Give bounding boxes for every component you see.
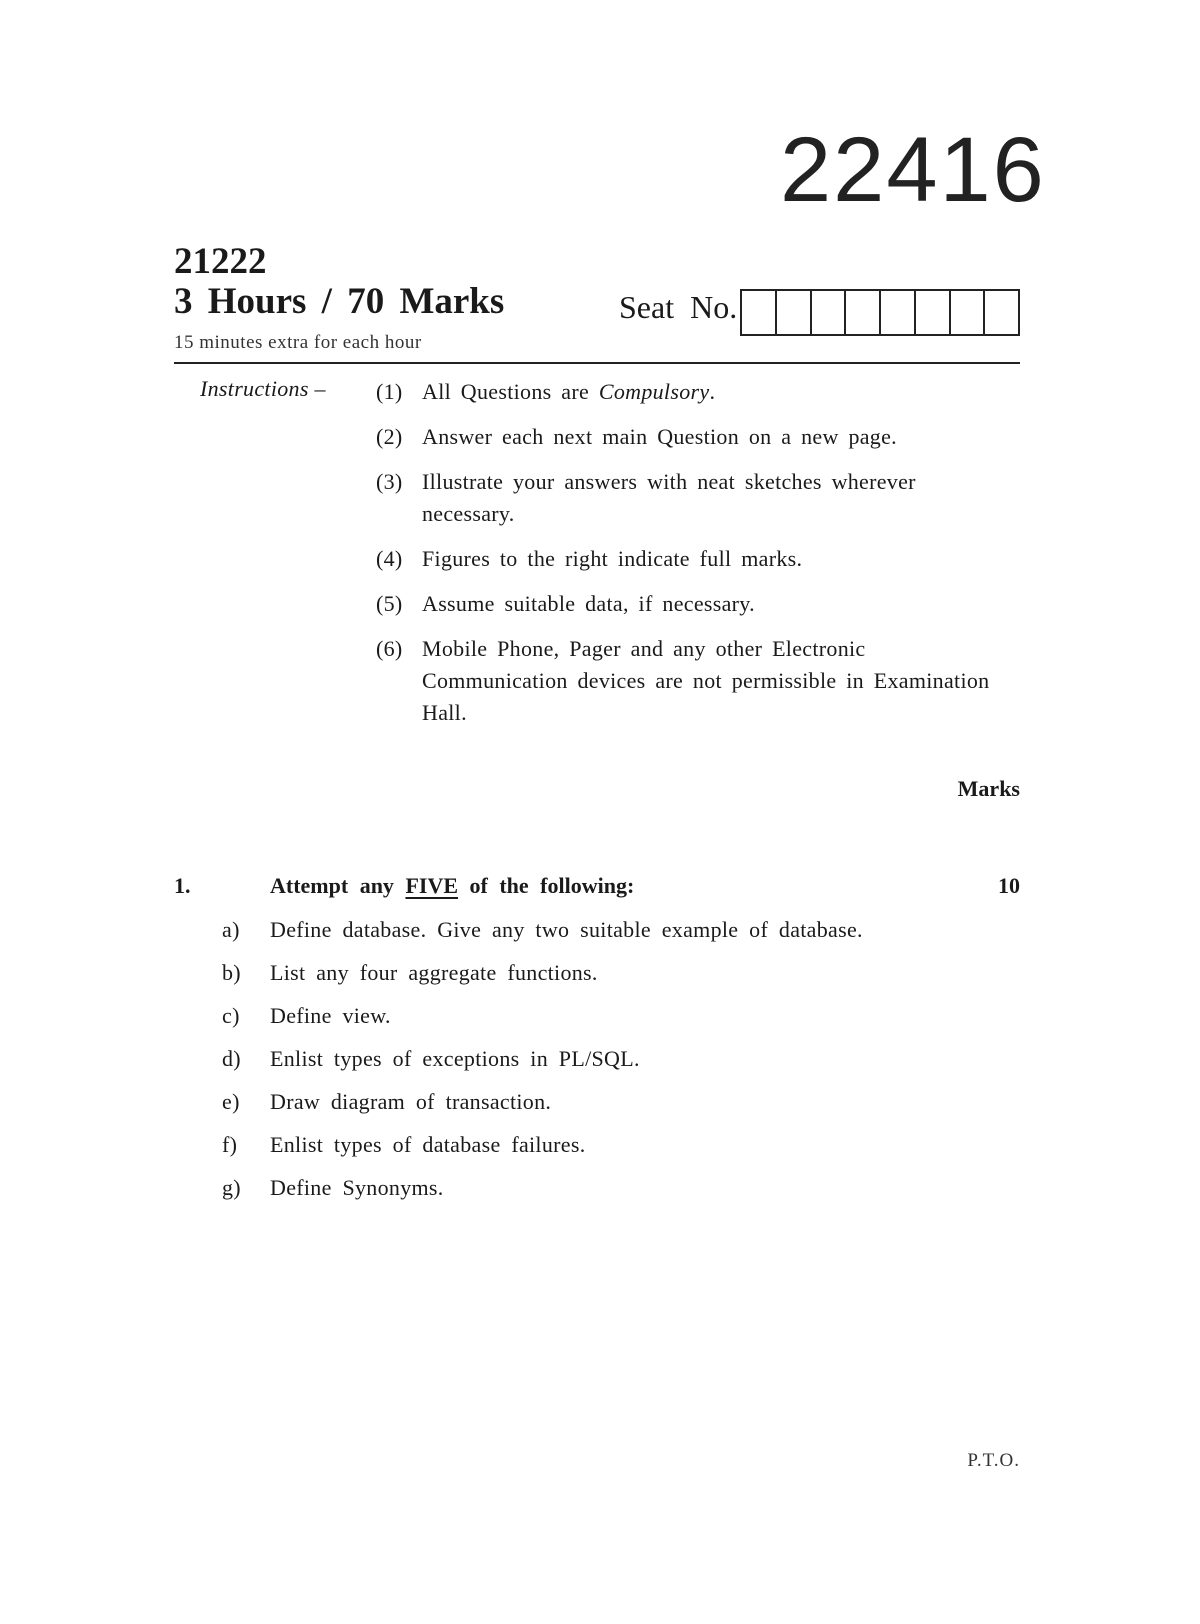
header-divider — [174, 362, 1020, 364]
question-marks: 10 — [998, 873, 1020, 898]
extra-time-note: 15 minutes extra for each hour — [174, 332, 422, 353]
seat-digit-box[interactable] — [777, 291, 812, 334]
instruction-number: (4) — [376, 546, 403, 571]
sub-question-text: Define view. — [270, 1003, 391, 1028]
seat-digit-box[interactable] — [951, 291, 986, 334]
duration-marks: 3 Hours / 70 Marks — [174, 281, 505, 322]
please-turn-over: P.T.O. — [967, 1450, 1020, 1471]
sub-question — [222, 1129, 1002, 1161]
emphasis-compulsory: Compulsory — [598, 379, 710, 404]
instruction-text: Figures to the right indicate full marks. — [422, 546, 803, 571]
instruction-number: (3) — [376, 469, 403, 494]
sub-question-letter: b) — [222, 960, 241, 985]
instruction-item — [376, 421, 996, 453]
sub-question — [222, 1172, 1002, 1204]
instructions-label: Instructions – — [200, 376, 326, 401]
seat-digit-box[interactable] — [881, 291, 916, 334]
sub-question-text: List any four aggregate functions. — [270, 960, 598, 985]
instruction-item — [376, 543, 996, 575]
instruction-item — [376, 588, 996, 620]
sub-question-text: Enlist types of database failures. — [270, 1132, 586, 1157]
marks-column-heading: Marks — [957, 776, 1020, 801]
seat-digit-box[interactable] — [812, 291, 847, 334]
seat-digit-box[interactable] — [742, 291, 777, 334]
sub-question-letter: e) — [222, 1089, 240, 1114]
sub-question — [222, 1086, 1002, 1118]
sub-question-list — [222, 914, 1002, 1215]
instruction-text: Answer each next main Question on a new page. — [422, 424, 897, 449]
sub-question-letter: g) — [222, 1175, 241, 1200]
instruction-number: (2) — [376, 424, 403, 449]
instructions-list — [376, 376, 996, 742]
sub-question-text: Define database. Give any two suitable example of database. — [270, 917, 863, 942]
instruction-item — [376, 376, 996, 408]
sub-question — [222, 957, 1002, 989]
instruction-text: Assume suitable data, if necessary. — [422, 591, 755, 616]
instruction-item — [376, 633, 996, 729]
sub-question-text: Enlist types of exceptions in PL/SQL. — [270, 1046, 640, 1071]
sub-question-text: Draw diagram of transaction. — [270, 1089, 552, 1114]
instruction-number: (5) — [376, 591, 403, 616]
sub-question-text: Define Synonyms. — [270, 1175, 444, 1200]
seat-digit-box[interactable] — [916, 291, 951, 334]
instruction-number: (1) — [376, 379, 403, 404]
question-title: Attempt any FIVE of the following: — [270, 873, 635, 898]
sub-question — [222, 1000, 1002, 1032]
instruction-number: (6) — [376, 636, 403, 661]
instruction-text: Illustrate your answers with neat sketches wherever necessary. — [422, 469, 916, 526]
seat-digit-box[interactable] — [985, 291, 1018, 334]
sub-question-letter: f) — [222, 1132, 238, 1157]
seat-number-label: Seat No. — [619, 289, 738, 325]
sub-question — [222, 914, 1002, 946]
instruction-text: Mobile Phone, Pager and any other Electronic Communication devices are not permissible in Examination Hall. — [422, 636, 990, 725]
sub-question — [222, 1043, 1002, 1075]
seat-number-boxes[interactable] — [740, 289, 1020, 336]
sub-question-letter: c) — [222, 1003, 240, 1028]
instruction-item — [376, 466, 996, 530]
instruction-text: All Questions are Compulsory. — [422, 379, 716, 404]
subject-code: 22416 — [780, 119, 1046, 221]
sub-question-letter: d) — [222, 1046, 241, 1071]
sub-question-letter: a) — [222, 917, 240, 942]
seat-digit-box[interactable] — [846, 291, 881, 334]
emphasis-five: FIVE — [405, 873, 458, 898]
paper-code: 21222 — [174, 241, 267, 282]
question-number: 1. — [174, 873, 191, 898]
